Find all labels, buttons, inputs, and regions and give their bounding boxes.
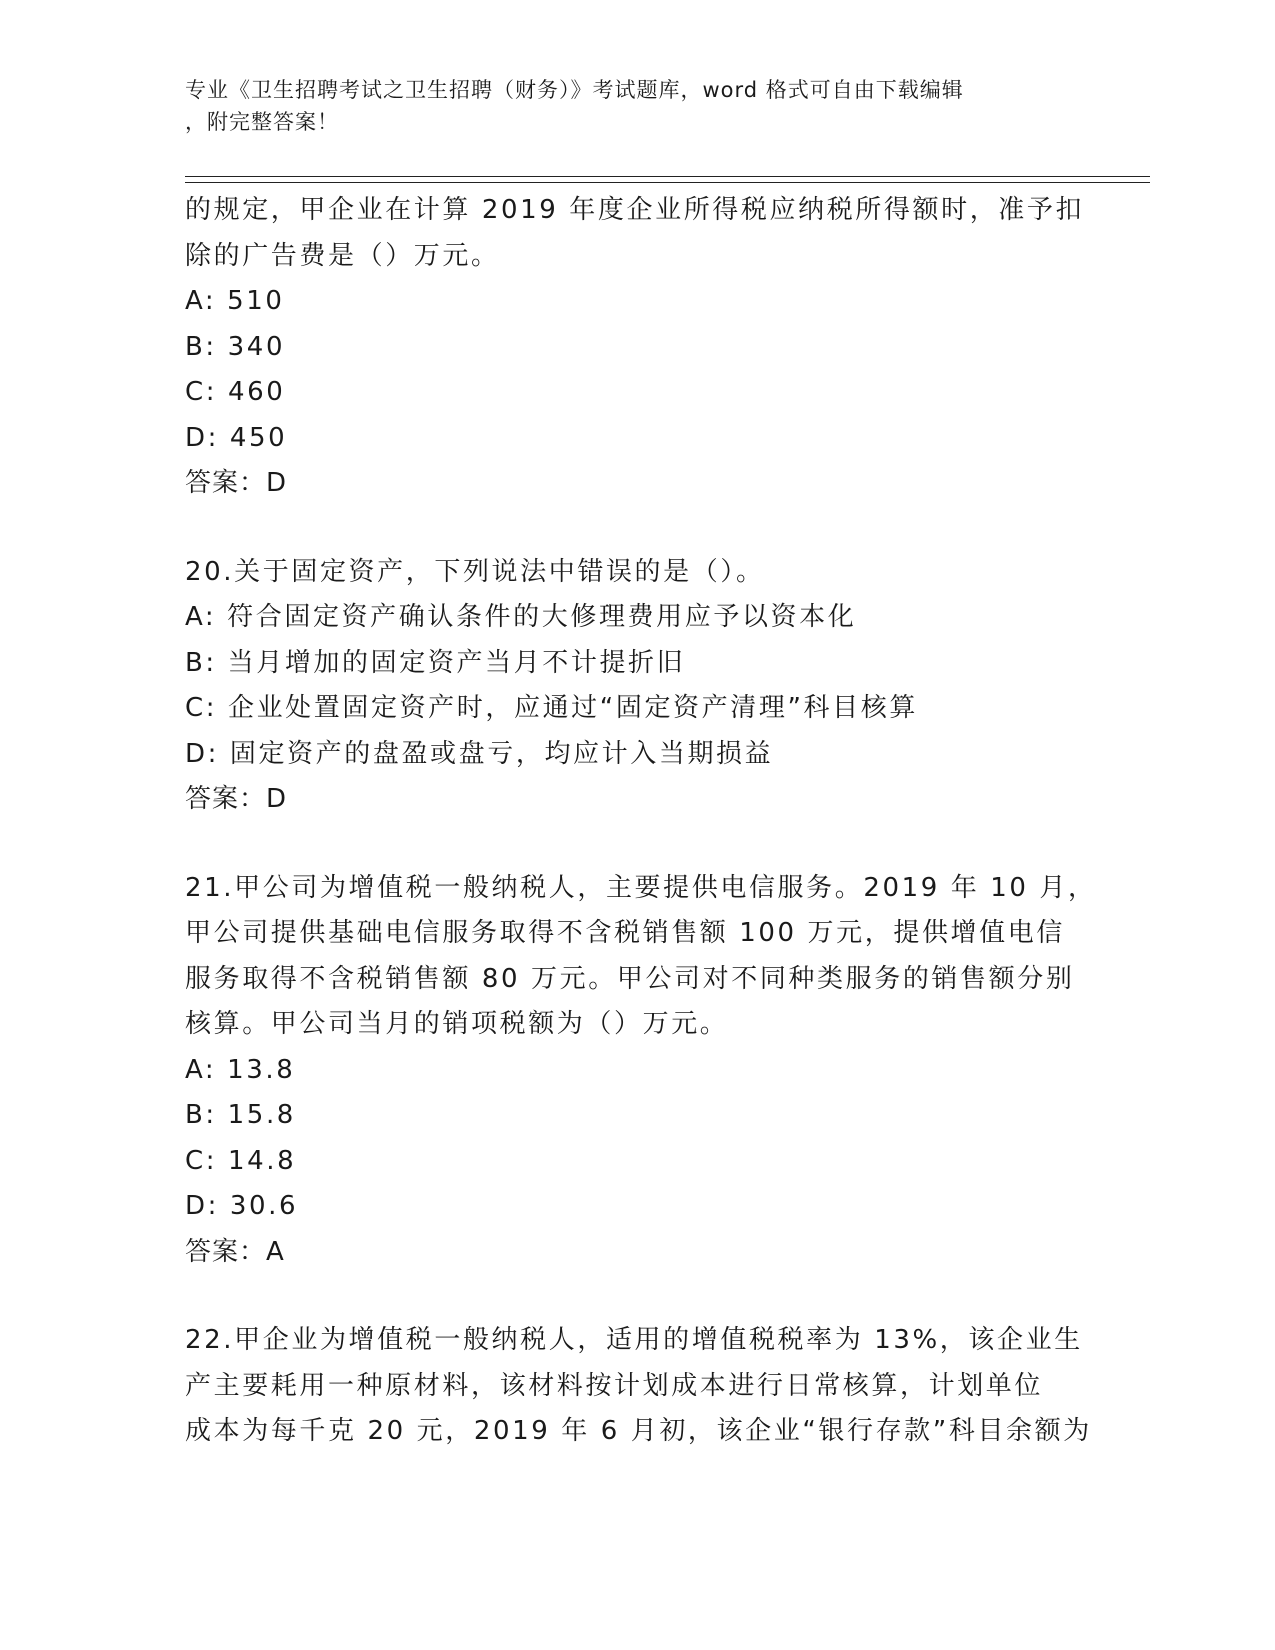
header-title-line-1: 专业《卫生招聘考试之卫生招聘（财务）》考试题库，word 格式可自由下载编辑 xyxy=(185,78,964,102)
question-stem-line: 20.关于固定资产，下列说法中错误的是（）。 xyxy=(185,556,765,587)
question-list xyxy=(185,188,1097,1455)
option-b: B: 340 xyxy=(185,331,286,362)
option-d: D: 450 xyxy=(185,422,288,453)
question-stem-line: 的规定，甲企业在计算 2019 年度企业所得税应纳税所得额时，准予扣 xyxy=(185,195,1085,225)
option-a: A: 符合固定资产确认条件的大修理费用应予以资本化 xyxy=(185,602,857,632)
option-c: C: 460 xyxy=(185,377,286,407)
option-c: C: 企业处置固定资产时，应通过“固定资产清理”科目核算 xyxy=(185,693,918,723)
answer-line: 答案：D xyxy=(185,468,288,498)
header-divider-top xyxy=(185,176,1150,177)
question-19 xyxy=(185,188,1085,507)
option-b: B: 当月增加的固定资产当月不计提折旧 xyxy=(185,647,686,678)
document-header xyxy=(185,74,1065,138)
question-stem-line: 甲公司提供基础电信服务取得不含税销售额 100 万元，提供增值电信 xyxy=(185,918,1065,948)
question-spacer xyxy=(185,507,1085,550)
option-a: A: 13.8 xyxy=(185,1054,296,1085)
question-stem-line: 核算。甲公司当月的销项税额为（）万元。 xyxy=(185,1009,729,1039)
question-spacer xyxy=(185,823,1085,866)
question-spacer xyxy=(185,1275,1085,1318)
header-divider-bottom xyxy=(185,182,1150,183)
question-stem-line: 除的广告费是（）万元。 xyxy=(185,240,500,271)
option-a: A: 510 xyxy=(185,286,285,316)
header-title-line-2: ，附完整答案！ xyxy=(185,110,339,134)
question-stem-line: 服务取得不含税销售额 80 万元。甲公司对不同种类服务的销售额分别 xyxy=(185,963,1075,994)
option-b: B: 15.8 xyxy=(185,1100,296,1130)
question-stem-line: 产主要耗用一种原材料，该材料按计划成本进行日常核算，计划单位 xyxy=(185,1370,1044,1401)
answer-line: 答案：D xyxy=(185,784,288,814)
question-stem-line: 22.甲企业为增值税一般纳税人，适用的增值税税率为 13%，该企业生 xyxy=(185,1325,1083,1355)
answer-line: 答案：A xyxy=(185,1236,285,1267)
option-d: D: 固定资产的盘盈或盘亏，均应计入当期损益 xyxy=(185,738,774,769)
question-22 xyxy=(185,1318,1092,1455)
option-d: D: 30.6 xyxy=(185,1191,299,1221)
option-c: C: 14.8 xyxy=(185,1145,297,1176)
question-21 xyxy=(185,866,1097,1276)
question-stem-line: 21.甲公司为增值税一般纳税人，主要提供电信服务。2019 年 10 月， xyxy=(185,872,1097,903)
question-20 xyxy=(185,550,1085,823)
question-stem-line: 成本为每千克 20 元，2019 年 6 月初，该企业“银行存款”科目余额为 xyxy=(185,1416,1092,1446)
